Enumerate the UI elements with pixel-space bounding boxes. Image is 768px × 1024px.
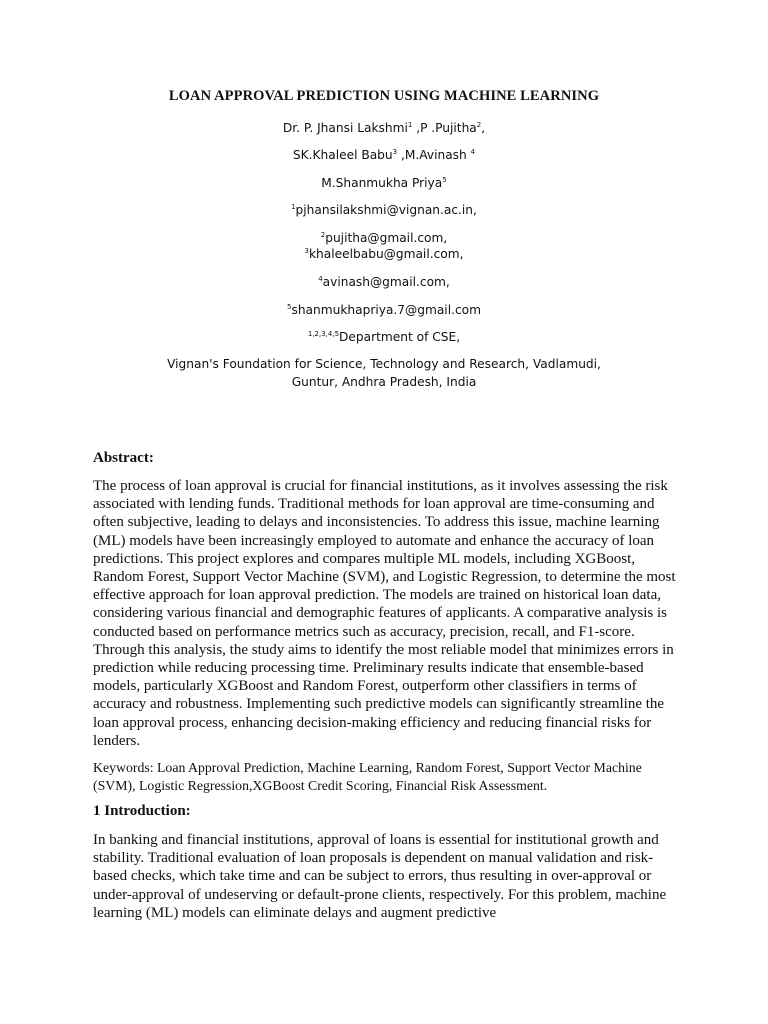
author-email (0, 231, 768, 245)
email-text: shanmukhapriya.7@gmail.com (291, 303, 481, 317)
affiliation-line-1: Vignan's Foundation for Science, Technology and Research, Vadlamudi, (167, 357, 601, 371)
author-name: M.Shanmukha Priya (321, 176, 443, 190)
author-email (0, 303, 768, 317)
author-email (0, 203, 768, 217)
department-sup: 1,2,3,4,5 (307, 329, 340, 338)
email-text: avinash@gmail.com, (322, 275, 450, 289)
email-sup: 1 (291, 202, 296, 211)
email-text: pujitha@gmail.com, (325, 231, 448, 245)
affiliation-line-2: Guntur, Andhra Pradesh, India (291, 375, 477, 389)
keywords: Keywords: Loan Approval Prediction, Machine Learning, Random Forest, Support Vector Machine (SVM), Logistic Regression,XGBoost Credit Scoring, Financial Risk Assessment. (93, 760, 642, 793)
paper-title: LOAN APPROVAL PREDICTION USING MACHINE LEARNING (168, 88, 600, 104)
email-text: pjhansilakshmi@vignan.ac.in, (295, 203, 477, 217)
abstract-heading: Abstract: (93, 450, 154, 466)
author-name: Dr. P. Jhansi Lakshmi (282, 121, 408, 135)
author-name: ,P .Pujitha (412, 121, 477, 135)
author-name: SK.Khaleel Babu (292, 148, 393, 162)
author-line-1 (0, 121, 768, 135)
introduction-text: In banking and financial institutions, approval of loans is essential for institutional growth and stability. Traditional evaluation of loan proposals is dependent on manual validation and risk-based checks, which take time and can be subject to errors, thus resulting in over-approval or under-approval of undeserving or default-prone clients, respectively. For this problem, machine learning (ML) models can eliminate delays and augment predictive (93, 832, 667, 921)
author-line-2 (0, 148, 768, 162)
email-sup: 5 (287, 302, 292, 311)
author-sup: 1 (407, 120, 413, 129)
introduction-heading: 1 Introduction: (93, 803, 191, 819)
email-sup: 4 (318, 274, 323, 283)
email-sup: 2 (320, 230, 326, 239)
author-sup: 4 (470, 147, 476, 156)
author-sup: 2 (476, 120, 482, 129)
author-separator: , (481, 121, 486, 135)
author-sup: 5 (442, 175, 447, 184)
abstract-text: The process of loan approval is crucial for financial institutions, as it involves assessing the risk associated with lending funds. Traditional methods for loan approval are time-consuming and often subjective, leading to delays and inconsistencies. To address this issue, machine learning (ML) models have been increasingly employed to automate and enhance the accuracy of loan predictions. This project explores and compares multiple ML models, including XGBoost, Random Forest, Support Vector Machine (SVM), and Logistic Regression, to determine the most effective approach for loan approval prediction. The models are trained on historical loan data, considering various financial and demographic features of applicants. A comparative analysis is conducted based on performance metrics such as accuracy, precision, recall, and F1-score. Through this analysis, the study aims to identify the most reliable model that minimizes errors in prediction while reducing processing time. Preliminary results indicate that ensemble-based models, particularly XGBoost and Random Forest, outperform other classifiers in terms of accuracy and robustness. Implementing such predictive models can significantly streamline the loan approval process, enhancing decision-making efficiency and reducing financial risks for lenders. (93, 478, 676, 749)
department-text: Department of CSE, (339, 330, 461, 344)
author-name: ,M.Avinash (397, 148, 471, 162)
email-sup: 3 (304, 246, 309, 255)
author-email (0, 247, 768, 261)
author-line-3 (0, 176, 768, 190)
department (0, 330, 768, 344)
author-email (0, 275, 768, 289)
author-sup: 3 (392, 147, 398, 156)
email-text: khaleelbabu@gmail.com, (308, 247, 464, 261)
